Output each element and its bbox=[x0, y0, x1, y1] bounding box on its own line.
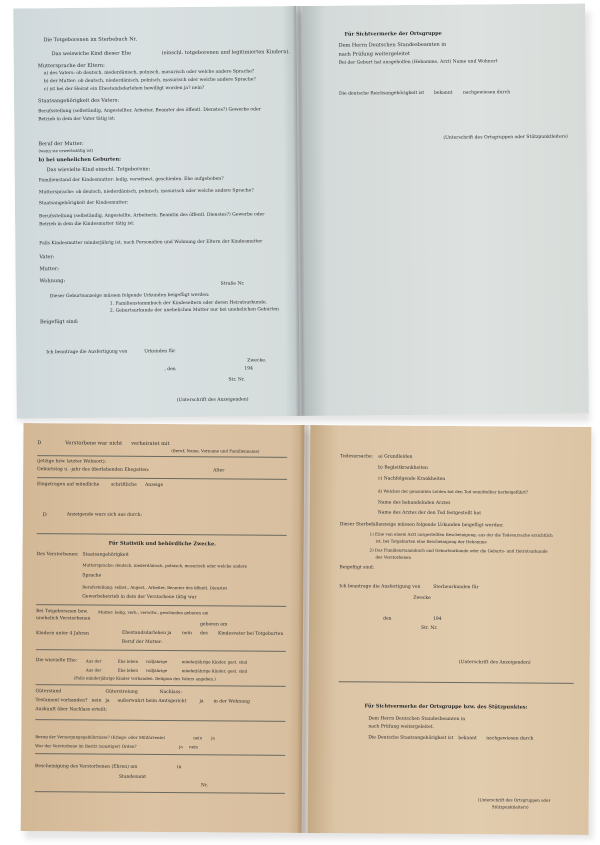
fill-line bbox=[35, 791, 285, 794]
death-form-sheet bbox=[21, 423, 592, 835]
form-line: Beigefügt sind: bbox=[339, 565, 375, 571]
form-line: (Beruf, Name, Vorname und Familienname) bbox=[171, 448, 260, 454]
form-line: ja bbox=[211, 735, 215, 741]
form-line: ja bbox=[199, 699, 204, 705]
form-line: Str. Nr. bbox=[420, 625, 438, 631]
signature-caption: (Unterschrift des Anzeigenden) bbox=[176, 397, 249, 404]
section-heading: Für Sichtvermerke der Ortsgruppe bzw. des Stützpunktes: bbox=[364, 703, 528, 711]
form-line: Ehestandsdarlehen ja bbox=[121, 630, 172, 637]
form-line: nach Prüfung weitergeleitet bbox=[338, 51, 411, 58]
form-line: Bezug der Versorgungsgebührnisse? (Kriegs- oder Militärrente) bbox=[35, 734, 166, 741]
form-line: bekannt bbox=[458, 736, 477, 742]
form-line: Die Totgeborenen im Sterbebuch Nr. bbox=[43, 36, 138, 44]
form-line: Beruf der Mutter: bbox=[38, 140, 84, 148]
birth-form-sheet bbox=[13, 4, 589, 419]
fill-line bbox=[37, 477, 287, 480]
form-line: Anzeigende wars sich aus durch: bbox=[66, 512, 143, 518]
form-line: b) Begleitkrankheiten bbox=[378, 465, 428, 471]
form-line: Berufsstellung: selbst., Angest., Arbeiter, Beamter des öffentl. Dienstes bbox=[82, 584, 228, 591]
fill-line bbox=[37, 533, 287, 536]
form-line: Güterstreiung bbox=[105, 689, 138, 695]
form-line: Bei der Geburt hat ausgeholfen (Hebamme, Arzt) Name und Wohnort bbox=[338, 59, 498, 66]
form-line: des Verstorbenen bbox=[375, 554, 412, 560]
birth-form-right-page bbox=[302, 4, 589, 416]
form-line: Das weiswiche Kind dieser Ehe bbox=[51, 50, 132, 58]
fill-line bbox=[35, 753, 285, 756]
form-line: Muttersprache: ob deutsch, niederdänisch, polnisch, masurisch oder welche andere Sprache? bbox=[38, 188, 254, 196]
form-line: Anzeige bbox=[144, 482, 164, 488]
form-line: Geburtstag u. -jahr des überlebenden Ehegatten: bbox=[37, 467, 150, 473]
form-line: c) Nachfolgende Krankheiten bbox=[378, 476, 446, 482]
form-line: Aus der bbox=[85, 667, 102, 673]
form-line: geboren am bbox=[200, 622, 228, 628]
form-line: außerwahrt beim Amtsgericht bbox=[117, 698, 187, 705]
form-line: Bescheinigung des Verstorbenen (Ehren) am bbox=[35, 764, 138, 770]
signature-caption: (Unterschrift des Anzeigenden) bbox=[458, 660, 531, 666]
form-line: Dem Herrn Deutschen Standesbeamten in bbox=[368, 716, 466, 723]
form-line: Betrieb in dem die Kindesmutter tätig ist: bbox=[39, 221, 135, 228]
form-line: d) Welches der genannten Leiden hat den Tod unmittelbar herbeigeführt? bbox=[377, 488, 529, 495]
fill-line bbox=[36, 649, 286, 652]
form-line: (wenn sie erwerbstätig ist) bbox=[38, 147, 94, 154]
form-line: Muttersprache: deutsch, niederdänisch, polnisch, masurisch oder welche andere bbox=[82, 562, 248, 569]
form-line: Nr. bbox=[200, 783, 208, 789]
form-line: Wohnung: bbox=[39, 278, 66, 285]
form-line: (einschl. totgeborenen und legitimierten Kindern). bbox=[161, 49, 290, 57]
form-line: Ich beantrage die Ausfertigung von bbox=[46, 349, 128, 356]
form-line: Ehe leben bbox=[117, 667, 139, 673]
fill-line bbox=[36, 684, 286, 687]
death-form-right-page bbox=[308, 425, 592, 835]
form-line: nein bbox=[91, 698, 102, 704]
form-line: Betrieb in dem der Vater tätig ist: bbox=[38, 116, 116, 123]
form-line: Sterbeurkunden für bbox=[433, 584, 479, 591]
section-heading: Für Statistik und behördliche Zwecke. bbox=[108, 540, 216, 548]
form-line: volljährige bbox=[145, 658, 168, 665]
form-line: Berufsstellung (selbständig, Angestellte, Arbeiterin, Beamtin des öffentl. Dienstes?) Gewerbe oder bbox=[39, 212, 265, 220]
form-line: Auskunft über Nachlass erteilt: bbox=[35, 707, 108, 713]
form-line: minderjährige Kinder, gest. sind bbox=[181, 668, 248, 674]
form-line: nach Prüfung weitergeleitet. bbox=[368, 724, 434, 730]
form-line: Nachlass: bbox=[159, 689, 182, 696]
form-line: 1. Familienstammbuch der Kindeseltern oder deren Heiratsurkunde, bbox=[109, 300, 267, 307]
form-line: Berufsstellung (selbständig, Angestellter, Arbeiter, Beamter des öffentl. Dienstes?) Gewerbe oder bbox=[38, 107, 261, 115]
form-line: Bei Totgeborenen bzw. bbox=[36, 609, 88, 615]
form-line: Str. Nr. bbox=[228, 377, 245, 383]
form-line: Des Verstorbenen: bbox=[36, 552, 79, 558]
form-line: Aus der bbox=[85, 658, 102, 664]
form-line: Beruf der Mutter: bbox=[121, 639, 163, 645]
fill-line bbox=[339, 681, 574, 684]
form-line: Die deutsche Reichsangehörigkeit ist bbox=[338, 90, 425, 97]
form-line: 2) Das Familienstammbuch und Geburtsurkunde oder die Geburts- und Heiratsurkunde bbox=[369, 547, 548, 554]
form-line: , den bbox=[164, 367, 176, 373]
form-line: 194 bbox=[244, 366, 253, 372]
form-line: ist, bei Totgeburten eine Bescheinigung der Hebamme bbox=[375, 538, 487, 545]
form-line: Das wievielte Kind einschl. Totgeborene: bbox=[46, 166, 151, 174]
form-line: Staatsangehörigkeit des Vaters: bbox=[38, 97, 120, 105]
form-line: Zwecke. bbox=[247, 358, 267, 364]
form-line: Zwecke bbox=[413, 595, 431, 601]
form-line: minderjährige Kinder, gest. sind bbox=[181, 659, 248, 665]
form-line: c) ist bei der Heirat ein Ehestandsdarlehen bewilligt worden ja? nein? bbox=[43, 85, 205, 93]
form-line: Vater: bbox=[39, 254, 55, 261]
form-line: Name des Arztes der den Tod festgestellt hat bbox=[377, 510, 482, 517]
form-line: unehelich Verstorbenen bbox=[36, 616, 91, 622]
form-line: Mutter: bbox=[39, 266, 59, 273]
form-line: ja bbox=[179, 744, 183, 750]
form-line: 2. Geburtsurkunde der unehelichen Mutter nur bei unehelichen Geburten bbox=[109, 307, 279, 314]
form-line: Kindern unter 4 Jahren bbox=[35, 631, 89, 637]
form-line: Güterstand bbox=[35, 689, 62, 695]
form-line: b) der Mutter: ob deutsch, niederdänisch, polnisch, masurisch oder welche andere Sprache? bbox=[43, 77, 256, 85]
fill-line bbox=[36, 604, 286, 607]
form-line: Straße Nr. bbox=[220, 281, 245, 287]
form-line: Eingetragen auf mündliche bbox=[36, 482, 100, 488]
form-line: Dieser Geburtsanzeige müssen folgende Urkunden beigefügt werden: bbox=[49, 292, 210, 300]
form-line: verheiratet mit bbox=[131, 440, 170, 448]
form-line: Sprache bbox=[82, 573, 102, 579]
form-line: Urkunden für bbox=[144, 349, 176, 355]
form-line: Die Deutsche Staatsangehörigkeit ist bbox=[368, 735, 454, 742]
signature-caption: (Unterschrift des Ortsgruppen oder bbox=[477, 797, 551, 803]
form-line: Staatsangehörigkeit bbox=[82, 552, 129, 558]
form-line: Die wievielte Ehe: bbox=[35, 658, 78, 664]
form-line: nicht bbox=[109, 440, 123, 447]
form-line: Dieser Sterbefallanzeige müssen folgende Urkunden beigefügt werden: bbox=[339, 522, 504, 529]
form-line: Verstorbene war bbox=[65, 440, 108, 447]
form-line: Name des behandelnden Arztes bbox=[377, 500, 451, 507]
form-line: volljährige bbox=[145, 667, 168, 674]
form-line: a) Grundleiden bbox=[378, 454, 413, 460]
signature-caption: Stützpunktleiters) bbox=[491, 804, 529, 810]
form-line: nachgewiesen durch bbox=[462, 90, 511, 96]
form-line: nein bbox=[189, 744, 199, 750]
form-line: Dem Herrn Deutschen Standesbeamten in bbox=[338, 41, 447, 49]
form-line: 194 bbox=[433, 616, 442, 622]
form-line: (Falls minderjährige Kinder vorhanden. Religion des Vaters angeben.) bbox=[73, 675, 216, 682]
form-line: schriftliche bbox=[110, 482, 137, 488]
form-line: in der Wohnung bbox=[213, 699, 250, 705]
form-line: b) bei unehelichen Geburten: bbox=[38, 156, 121, 164]
form-line: Für Sichtvermerke der Ortsgruppe bbox=[344, 30, 442, 38]
death-form-left-page bbox=[21, 423, 305, 833]
form-line: Gewerbebetrieb in dem der Verstorbene tätig war bbox=[82, 594, 197, 601]
form-line: Todesursache: bbox=[340, 454, 374, 460]
form-line: ja bbox=[105, 698, 110, 704]
form-line: D bbox=[42, 512, 47, 519]
form-line: Muttersprache der Eltern: bbox=[37, 62, 105, 70]
form-line: den bbox=[383, 616, 392, 622]
form-line: des bbox=[199, 631, 208, 637]
form-line: Familienstand der Kindesmutter: ledig, verwitwet, geschieden. Ehe aufgehoben? bbox=[38, 176, 224, 184]
form-line: Falls Kindesmutter minderjährig ist, nach Personalien und Wohnung der Eltern der Kindesmutter bbox=[39, 239, 263, 247]
form-line: Staatsangehörigkeit der Kindesmutter: bbox=[38, 200, 129, 207]
fill-line bbox=[37, 455, 287, 458]
form-line: nachgewiesen durch bbox=[486, 736, 534, 742]
form-line: Testament vorhanden? bbox=[35, 698, 88, 704]
form-line: D bbox=[37, 440, 42, 447]
form-line: Alter bbox=[213, 468, 225, 474]
fill-line bbox=[35, 719, 285, 722]
form-line: (jetzige bzw. letzter Wohnort): bbox=[37, 459, 107, 465]
form-line: bekannt bbox=[433, 90, 453, 96]
form-line: War der Verstorbene im Besitz (sonstiger) Orden? bbox=[35, 743, 137, 749]
form-line: Kindesvater bei Totgeburten bbox=[217, 631, 284, 637]
form-line: a) des Vaters: ob deutsch, niederdänisch, polnisch, masurisch oder welche andere Sprache? bbox=[43, 69, 255, 77]
form-line: Standesamt bbox=[118, 774, 147, 780]
signature-caption: (Unterschrift des Ortsgruppen oder Stützpunktleiters) bbox=[443, 134, 568, 141]
form-line: Ich beantrage die Ausfertigung von bbox=[339, 584, 421, 590]
form-line: 1) Eine von einem Arzt ausgestellten Bescheinigung, aus der die Todesursache ersichtlich bbox=[369, 531, 553, 538]
form-line: nein bbox=[193, 735, 203, 741]
birth-form-left-page bbox=[13, 6, 300, 418]
form-line: Ehe leben bbox=[117, 658, 139, 664]
form-line: nein bbox=[181, 631, 192, 637]
form-line: Mutter: ledig, verh., verwitw., geschieden geboren am bbox=[98, 609, 209, 616]
form-line: in bbox=[177, 765, 182, 771]
form-line: Beigefügt sind: bbox=[39, 318, 79, 326]
